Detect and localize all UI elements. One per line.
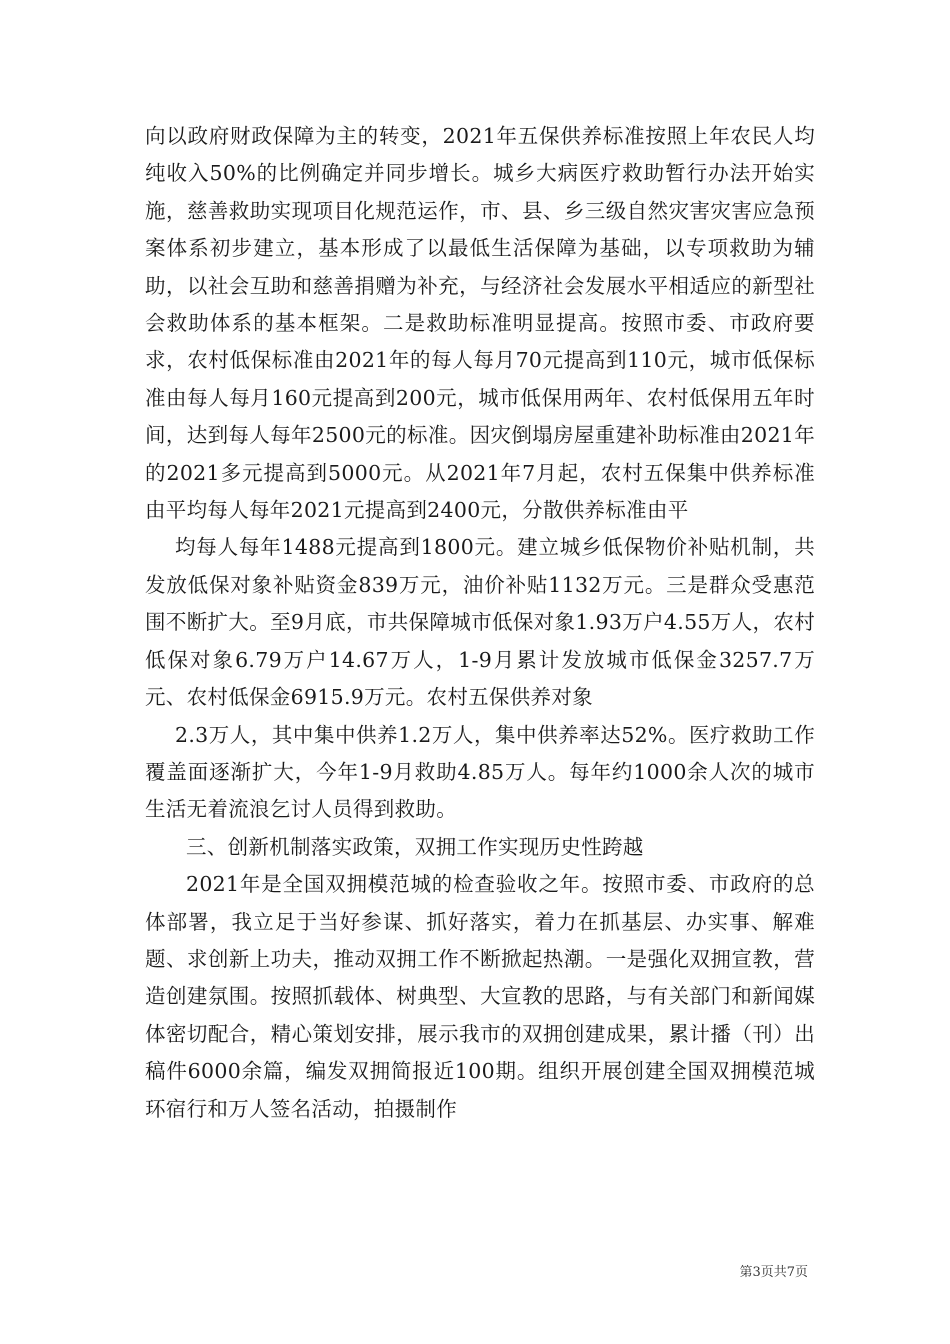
paragraph-3: 2.3万人，其中集中供养1.2万人，集中供养率达52%。医疗救助工作覆盖面逐渐扩大，今年1-9月救助4.85万人。每年约1000余人次的城市生活无着流浪乞讨人员得到救助。 (145, 722, 815, 822)
page-number: 第3页共7页 (739, 1265, 808, 1280)
paragraph-2: 均每人每年1488元提高到1800元。建立城乡低保物价补贴机制，共发放低保对象补贴资金839万元，油价补贴1132万元。三是群众受惠范围不断扩大。至9月底，市共保障城市低保对象1.93万户4.55万人，农村低保对象6.79万户14.67万人，1-9月累计发放城市低保金3257.7万元、农村低保金6915.9万元。农村五保供养对象 (145, 535, 815, 710)
section-heading: 三、创新机制落实政策，双拥工作实现历史性跨越 (186, 834, 644, 859)
document-body (145, 118, 815, 1128)
paragraph-4: 2021年是全国双拥模范城的检查验收之年。按照市委、市政府的总体部署，我立足于当好参谋、抓好落实，着力在抓基层、办实事、解难题、求创新上功夫，推动双拥工作不断掀起热潮。一是强化双拥宣教，营造创建氛围。按照抓载体、树典型、大宣教的思路，与有关部门和新闻媒体密切配合，精心策划安排，展示我市的双拥创建成果，累计播（刊）出稿件6000余篇，编发双拥简报近100期。组织开展创建全国双拥模范城环宿行和万人签名活动，拍摄制作 (145, 872, 815, 1121)
paragraph-1: 向以政府财政保障为主的转变，2021年五保供养标准按照上年农民人均纯收入50%的比例确定并同步增长。城乡大病医疗救助暂行办法开始实施，慈善救助实现项目化规范运作，市、县、乡三级自然灾害灾害应急预案体系初步建立，基本形成了以最低生活保障为基础，以专项救助为辅助，以社会互助和慈善捐赠为补充，与经济社会发展水平相适应的新型社会救助体系的基本框架。二是救助标准明显提高。按照市委、市政府要求，农村低保标准由2021年的每人每月70元提高到110元，城市低保标准由每人每月160元提高到200元，城市低保用两年、农村低保用五年时间，达到每人每年2500元的标准。因灾倒塌房屋重建补助标准由2021年的2021多元提高到5000元。从2021年7月起，农村五保集中供养标准由平均每人每年2021元提高到2400元，分散供养标准由平 (145, 124, 815, 523)
